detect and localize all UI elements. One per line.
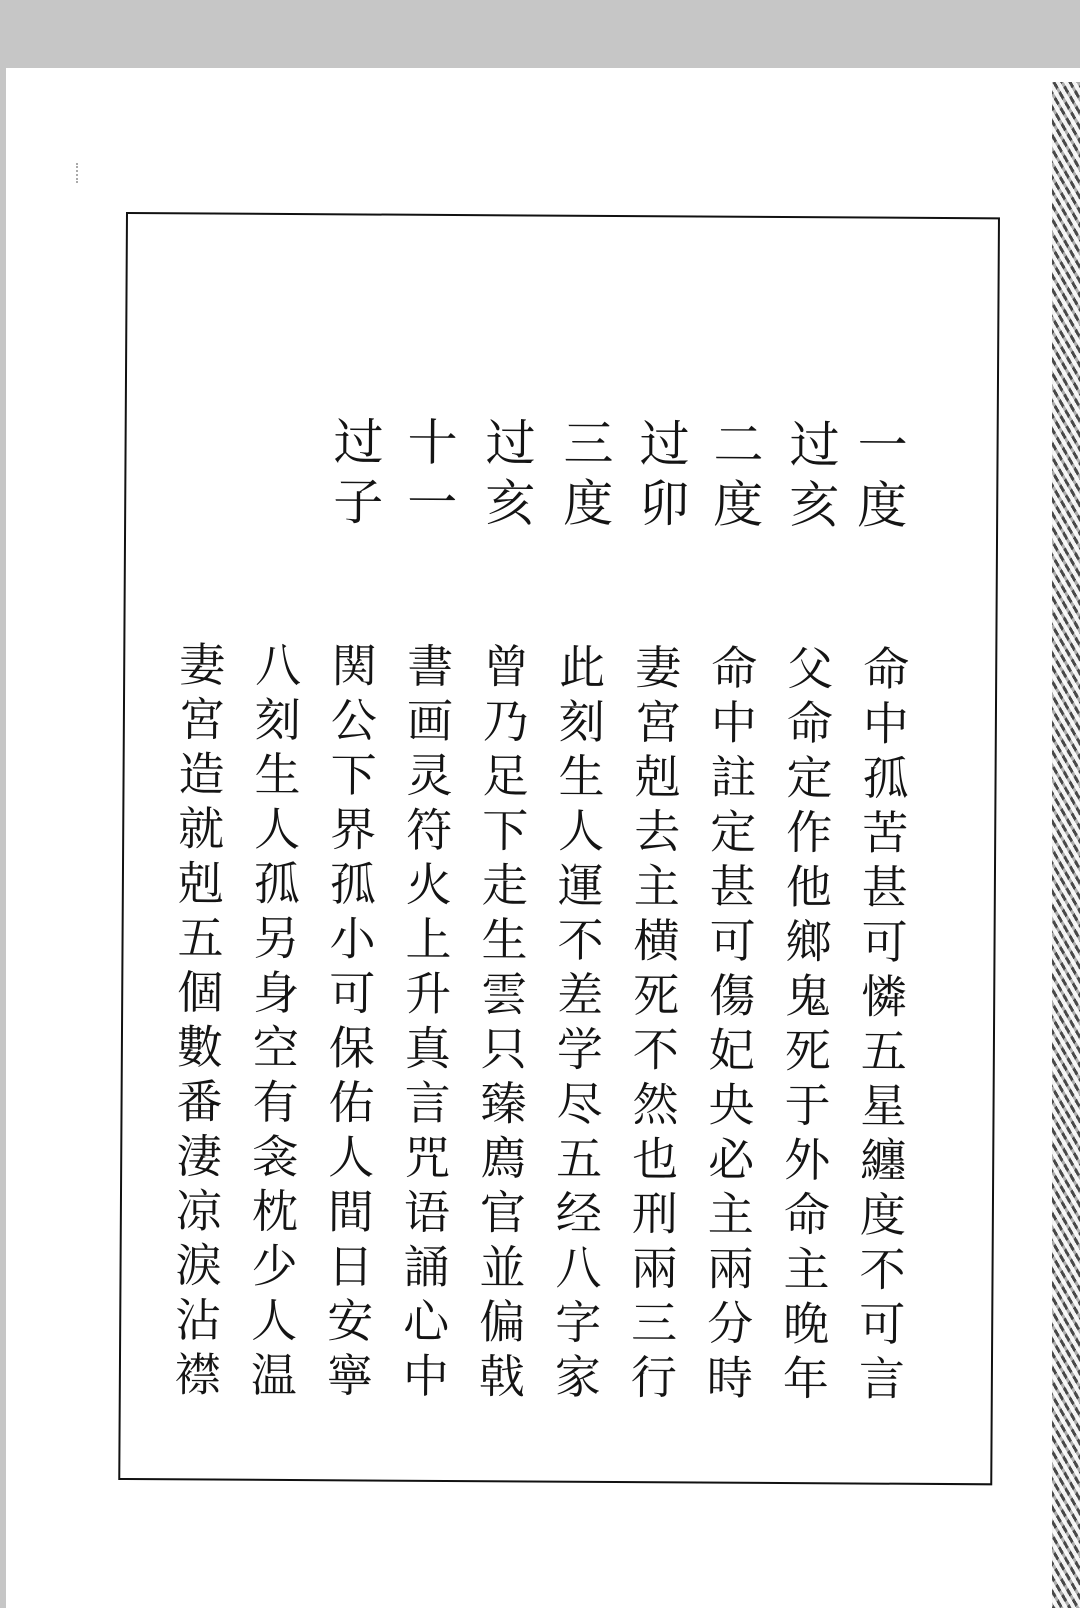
header-column-4: 过卯 [631, 417, 690, 538]
body-column-4: 妻宮剋去主横死不然也刑兩三行 [623, 643, 683, 1408]
body-column-5: 此刻生人運不差学尽五经八字家 [547, 642, 607, 1408]
book-spine-edge [1052, 82, 1080, 1608]
header-column-6: 过亥 [477, 416, 536, 537]
body-column-8: 関公下界孤小可保佑人間日安寧 [319, 641, 379, 1406]
header-column-5: 三度 [555, 416, 614, 537]
scanned-page [6, 68, 1080, 1608]
body-column-10: 妻宮造就剋五個數番淒凉淚沾襟 [167, 640, 227, 1406]
body-column-9: 八刻生人孤另身空有衾枕少人温 [243, 640, 303, 1406]
body-column-2: 父命定作他鄉鬼死于外命主晚年 [775, 644, 835, 1409]
header-column-8: 过子 [325, 415, 384, 536]
header-column-3: 二度 [705, 417, 764, 538]
header-column-2: 过亥 [781, 418, 840, 539]
body-column-3: 命中註定甚可傷妃央必主兩分時 [699, 643, 759, 1409]
body-column-6: 曾乃足下走生雲只臻廌官並偏戟 [471, 642, 531, 1407]
body-column-7: 書画灵符火上升真言咒语誦心中 [395, 641, 455, 1407]
body-column-1: 命中孤苦甚可憐五星纏度不可言 [851, 644, 911, 1410]
scan-specks [76, 163, 81, 183]
header-column-7: 十一 [399, 415, 458, 537]
viewer-top-bar [0, 0, 1080, 68]
text-frame [118, 212, 1000, 1485]
header-column-1: 一度 [849, 418, 908, 539]
